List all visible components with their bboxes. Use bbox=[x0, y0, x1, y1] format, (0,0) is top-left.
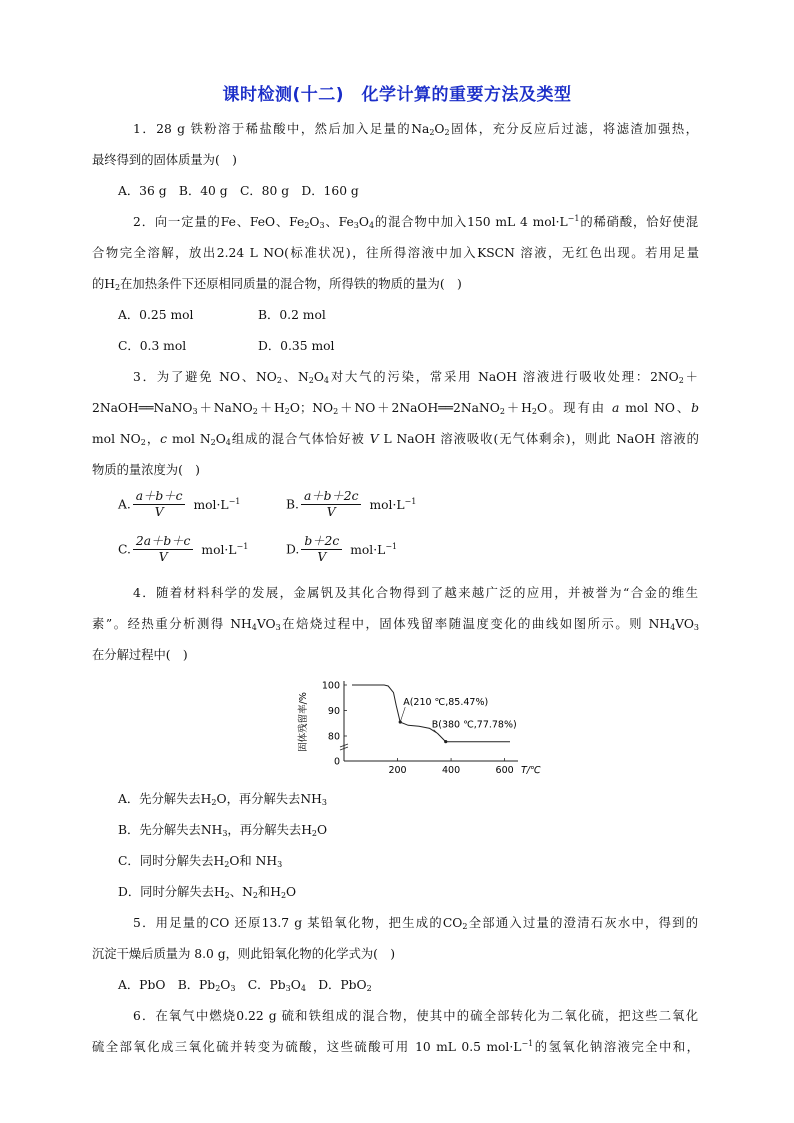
q5-options: A．PbO B．$Pb_2O_3$ C．$Pb_3O_4$ D．PbO$_2$ bbox=[118, 978, 372, 993]
q4-stem-line1: 4．随着材料科学的发展，金属钒及其化合物得到了越来越广泛的应用，并被誉为“合金的维生 bbox=[133, 586, 698, 600]
q6-stem-line2: 硫全部氧化成三氧化硫并转变为硫酸，这些硫酸可用 10 mL 0.5 $mol\cdot L^{-1}$的氢氧化钠溶液完全中和， bbox=[92, 1039, 699, 1054]
q1-stem-line1: 1．28 g 铁粉溶于稀盐酸中，然后加入足量的$Na_2O_2$固体，充分反应后过滤，将滤渣加强热， bbox=[133, 122, 698, 137]
q6-stem-line1: 6．在氧气中燃烧0.22 g 硫和铁组成的混合物，使其中的硫全部转化为二氧化硫，把这些二氧化 bbox=[133, 1009, 698, 1023]
q2-number: 2． bbox=[133, 215, 155, 229]
annotation-leader-0 bbox=[400, 707, 405, 722]
q3-option-c: C. $\frac{2a+b+c}{V}$ $mol\cdot L^{-1}$ bbox=[118, 534, 249, 564]
q2-stem-line3: 的$H_2$在加热条件下还原相同质量的混合物，所得铁的物质的量为( ) bbox=[92, 277, 462, 292]
y-tick-label-80: 80 bbox=[327, 731, 340, 743]
q3-option-a: A. $\frac{a+b+c}{V}$ $mol\cdot L^{-1}$ bbox=[118, 489, 241, 519]
q2-option-b: B．0.2 mol bbox=[258, 308, 326, 322]
q4-option-a: A．先分解失去$H_2O$，再分解失去$NH_3$ bbox=[118, 792, 327, 807]
y-tick-label-90: 90 bbox=[327, 706, 340, 717]
q5-stem-line2: 沉淀干燥后质量为 8.0 g，则此铅氧化物的化学式为( ) bbox=[92, 947, 396, 961]
q3-number: 3． bbox=[133, 370, 157, 384]
x-tick-label-400: 400 bbox=[442, 765, 461, 776]
q5-number: 5． bbox=[133, 916, 156, 930]
annotation-label-b: B(380 ℃,77.78%) bbox=[431, 719, 517, 731]
q3-stem-line4: 物质的量浓度为( ) bbox=[92, 463, 200, 477]
page-title: 课时检测(十二) 化学计算的重要方法及类型 bbox=[222, 85, 572, 105]
x-tick-label-600: 600 bbox=[495, 765, 514, 776]
point-a bbox=[399, 720, 402, 723]
q2-stem-line1: 2．向一定量的Fe、FeO、$Fe_2O_3$、$Fe_3O_4$的混合物中加入150 mL 4 $mol\cdot L^{-1}$的稀硝酸，恰好使混 bbox=[133, 214, 698, 230]
y-tick-label-100: 100 bbox=[321, 680, 340, 692]
q2-option-c: C．0.3 mol bbox=[118, 339, 187, 353]
q3-stem-line2: $2NaOH══NaNO_3+NaNO_2+H_2O$；$NO_2+NO+2NaOH══2NaNO_2+H_2O$。现有由 a mol NO、b bbox=[92, 401, 700, 416]
q4-option-c: C．同时分解失去$H_2O$和 $NH_3$ bbox=[118, 854, 283, 869]
annotation-label-a: A(210 ℃,85.47%) bbox=[403, 697, 489, 709]
q6-number: 6． bbox=[133, 1009, 156, 1023]
series-line-0 bbox=[352, 685, 510, 742]
q2-option-a: A．0.25 mol bbox=[118, 308, 194, 322]
x-tick-label-200: 200 bbox=[388, 765, 407, 776]
q4-stem-line3: 在分解过程中( ) bbox=[92, 648, 188, 662]
q4-option-b: B．先分解失去$NH_3$，再分解失去$H_2O$ bbox=[118, 823, 328, 838]
q4-option-d: D．同时分解失去$H_2$、$N_2$和$H_2O$ bbox=[118, 885, 297, 900]
q5-stem-line1: 5．用足量的CO 还原13.7 g 某铅氧化物，把生成的$CO_2$全部通入过量的澄清石灰水中，得到的 bbox=[133, 916, 698, 931]
residue-rate-chart bbox=[296, 672, 541, 784]
q1-stem-line2: 最终得到的固体质量为( ) bbox=[92, 153, 237, 167]
y-axis-label: 固体残留率/% bbox=[298, 692, 309, 752]
q2-stem-line2: 合物完全溶解，放出2.24 L NO(标准状况)，往所得溶液中加入KSCN 溶液，无红色出现。若用足量 bbox=[92, 246, 699, 260]
q4-stem-line2: 素”。经热重分析测得 $NH_4VO_3$在焙烧过程中，固体残留率随温度变化的曲线如图所示。则 $NH_4VO_3$ bbox=[92, 617, 699, 632]
annotation-leader-1 bbox=[434, 730, 446, 742]
y-tick-label-0: 0 bbox=[333, 756, 340, 768]
q1-number: 1． bbox=[133, 122, 157, 136]
q1-options: A．36 g B．40 g C．80 g D．160 g bbox=[118, 184, 359, 198]
q3-option-b: B. $\frac{a+b+2c}{V}$ $mol\cdot L^{-1}$ bbox=[286, 489, 417, 519]
q3-stem-line3: mol $NO_2$，c mol $N_2O_4$组成的混合气体恰好被 V L NaOH 溶液吸收(无气体剩余)，则此 NaOH 溶液的 bbox=[92, 432, 699, 447]
q2-option-d: D．0.35 mol bbox=[258, 339, 335, 353]
q4-number: 4． bbox=[133, 586, 156, 600]
q3-stem-line1: 3．为了避免 NO、$NO_2$、$N_2O_4$对大气的污染，常采用 NaOH 溶液进行吸收处理：$2NO_2+$ bbox=[133, 370, 698, 385]
x-axis-label: T/℃ bbox=[521, 765, 541, 776]
q3-option-d: D. $\frac{b+2c}{V}$ $mol\cdot L^{-1}$ bbox=[286, 534, 398, 564]
